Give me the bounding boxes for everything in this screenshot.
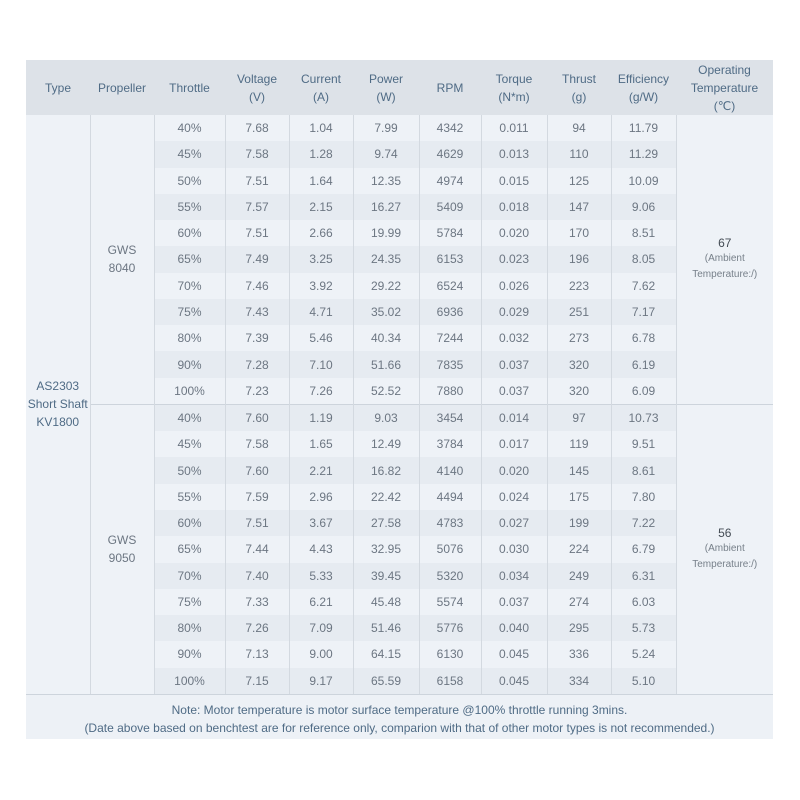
- thrust-cell: 170: [547, 220, 611, 246]
- torque-cell: 0.011: [481, 115, 547, 141]
- voltage-cell: 7.58: [225, 141, 289, 167]
- voltage-cell: 7.28: [225, 351, 289, 377]
- header-voltage: Voltage (V): [225, 60, 289, 115]
- efficiency-cell: 7.80: [611, 484, 676, 510]
- torque-cell: 0.045: [481, 668, 547, 694]
- current-cell: 1.28: [289, 141, 353, 167]
- thrust-cell: 320: [547, 351, 611, 377]
- header-row: [26, 60, 773, 115]
- rpm-cell: 5574: [419, 589, 481, 615]
- voltage-cell: 7.51: [225, 220, 289, 246]
- current-cell: 9.00: [289, 641, 353, 667]
- thrust-cell: 110: [547, 141, 611, 167]
- throttle-cell: 55%: [154, 484, 225, 510]
- thrust-cell: 274: [547, 589, 611, 615]
- current-cell: 2.96: [289, 484, 353, 510]
- efficiency-cell: 5.10: [611, 668, 676, 694]
- efficiency-cell: 8.61: [611, 457, 676, 483]
- operating-temperature-cell: [676, 115, 773, 404]
- power-cell: 12.49: [353, 431, 419, 457]
- throttle-cell: 60%: [154, 510, 225, 536]
- voltage-cell: 7.23: [225, 378, 289, 405]
- temperature-value: 56: [718, 526, 732, 541]
- current-cell: 7.09: [289, 615, 353, 641]
- voltage-cell: 7.59: [225, 484, 289, 510]
- throttle-cell: 90%: [154, 351, 225, 377]
- thrust-cell: 334: [547, 668, 611, 694]
- voltage-cell: 7.15: [225, 668, 289, 694]
- motor-type-line: KV1800: [36, 415, 80, 430]
- ambient-temperature-note: (Ambient: [704, 543, 745, 555]
- efficiency-cell: 10.73: [611, 404, 676, 431]
- rpm-cell: 5409: [419, 194, 481, 220]
- efficiency-cell: 9.51: [611, 431, 676, 457]
- torque-cell: 0.030: [481, 536, 547, 562]
- throttle-cell: 90%: [154, 641, 225, 667]
- voltage-cell: 7.49: [225, 246, 289, 272]
- power-cell: 35.02: [353, 299, 419, 325]
- rpm-cell: 5776: [419, 615, 481, 641]
- current-cell: 2.15: [289, 194, 353, 220]
- rpm-cell: 4494: [419, 484, 481, 510]
- motor-type-line: AS2303: [36, 379, 80, 394]
- efficiency-cell: 8.51: [611, 220, 676, 246]
- power-cell: 45.48: [353, 589, 419, 615]
- motor-type-line: Short Shaft: [27, 397, 88, 412]
- torque-cell: 0.034: [481, 563, 547, 589]
- voltage-cell: 7.43: [225, 299, 289, 325]
- thrust-cell: 223: [547, 273, 611, 299]
- torque-cell: 0.020: [481, 457, 547, 483]
- power-cell: 51.66: [353, 351, 419, 377]
- efficiency-cell: 5.24: [611, 641, 676, 667]
- operating-temperature-cell: [676, 404, 773, 693]
- rpm-cell: 4783: [419, 510, 481, 536]
- efficiency-cell: 7.62: [611, 273, 676, 299]
- power-cell: 40.34: [353, 325, 419, 351]
- current-cell: 9.17: [289, 668, 353, 694]
- torque-cell: 0.023: [481, 246, 547, 272]
- ambient-temperature-note: Temperature:/): [692, 559, 758, 571]
- torque-cell: 0.045: [481, 641, 547, 667]
- thrust-cell: 145: [547, 457, 611, 483]
- motor-test-table: [26, 60, 773, 694]
- torque-cell: 0.029: [481, 299, 547, 325]
- throttle-cell: 75%: [154, 589, 225, 615]
- power-cell: 27.58: [353, 510, 419, 536]
- propeller-cell: [90, 404, 154, 693]
- throttle-cell: 100%: [154, 378, 225, 405]
- thrust-cell: 196: [547, 246, 611, 272]
- thrust-cell: 249: [547, 563, 611, 589]
- efficiency-cell: 6.78: [611, 325, 676, 351]
- power-cell: 24.35: [353, 246, 419, 272]
- ambient-temperature-note: Temperature:/): [692, 269, 758, 281]
- header-rpm: RPM: [419, 60, 481, 115]
- current-cell: 7.26: [289, 378, 353, 405]
- power-cell: 16.27: [353, 194, 419, 220]
- header-current: Current (A): [289, 60, 353, 115]
- current-cell: 1.64: [289, 168, 353, 194]
- power-cell: 29.22: [353, 273, 419, 299]
- throttle-cell: 70%: [154, 563, 225, 589]
- thrust-cell: 273: [547, 325, 611, 351]
- header-torque: Torque (N*m): [481, 60, 547, 115]
- current-cell: 5.46: [289, 325, 353, 351]
- thrust-cell: 295: [547, 615, 611, 641]
- voltage-cell: 7.40: [225, 563, 289, 589]
- table-footer-note: [26, 694, 773, 739]
- motor-test-table-container: [26, 60, 773, 739]
- torque-cell: 0.017: [481, 431, 547, 457]
- rpm-cell: 6936: [419, 299, 481, 325]
- efficiency-cell: 6.09: [611, 378, 676, 405]
- rpm-cell: 4974: [419, 168, 481, 194]
- throttle-cell: 80%: [154, 325, 225, 351]
- rpm-cell: 6158: [419, 668, 481, 694]
- throttle-cell: 45%: [154, 431, 225, 457]
- power-cell: 22.42: [353, 484, 419, 510]
- voltage-cell: 7.13: [225, 641, 289, 667]
- motor-type-cell: [26, 115, 90, 694]
- efficiency-cell: 6.19: [611, 351, 676, 377]
- throttle-cell: 50%: [154, 457, 225, 483]
- thrust-cell: 320: [547, 378, 611, 405]
- current-cell: 1.65: [289, 431, 353, 457]
- voltage-cell: 7.51: [225, 510, 289, 536]
- voltage-cell: 7.33: [225, 589, 289, 615]
- torque-cell: 0.018: [481, 194, 547, 220]
- header-throttle: Throttle: [154, 60, 225, 115]
- power-cell: 12.35: [353, 168, 419, 194]
- current-cell: 7.10: [289, 351, 353, 377]
- torque-cell: 0.040: [481, 615, 547, 641]
- torque-cell: 0.026: [481, 273, 547, 299]
- throttle-cell: 45%: [154, 141, 225, 167]
- power-cell: 39.45: [353, 563, 419, 589]
- current-cell: 4.43: [289, 536, 353, 562]
- power-cell: 52.52: [353, 378, 419, 405]
- header-power: Power (W): [353, 60, 419, 115]
- efficiency-cell: 6.03: [611, 589, 676, 615]
- efficiency-cell: 6.31: [611, 563, 676, 589]
- thrust-cell: 336: [547, 641, 611, 667]
- efficiency-cell: 8.05: [611, 246, 676, 272]
- voltage-cell: 7.44: [225, 536, 289, 562]
- propeller-line: GWS: [107, 533, 137, 548]
- propeller-line: GWS: [107, 243, 137, 258]
- power-cell: 19.99: [353, 220, 419, 246]
- thrust-cell: 119: [547, 431, 611, 457]
- thrust-cell: 251: [547, 299, 611, 325]
- current-cell: 4.71: [289, 299, 353, 325]
- throttle-cell: 75%: [154, 299, 225, 325]
- torque-cell: 0.037: [481, 351, 547, 377]
- efficiency-cell: 7.22: [611, 510, 676, 536]
- rpm-cell: 3784: [419, 431, 481, 457]
- power-cell: 64.15: [353, 641, 419, 667]
- torque-cell: 0.013: [481, 141, 547, 167]
- propeller-cell: [90, 115, 154, 404]
- throttle-cell: 70%: [154, 273, 225, 299]
- torque-cell: 0.015: [481, 168, 547, 194]
- throttle-cell: 40%: [154, 404, 225, 431]
- voltage-cell: 7.60: [225, 404, 289, 431]
- current-cell: 3.92: [289, 273, 353, 299]
- current-cell: 1.19: [289, 404, 353, 431]
- table-body: [26, 115, 773, 694]
- rpm-cell: 3454: [419, 404, 481, 431]
- rpm-cell: 7244: [419, 325, 481, 351]
- header-thrust: Thrust (g): [547, 60, 611, 115]
- torque-cell: 0.024: [481, 484, 547, 510]
- table-row: [26, 115, 773, 141]
- header-propeller: Propeller: [90, 60, 154, 115]
- temperature-value: 67: [718, 236, 732, 251]
- throttle-cell: 60%: [154, 220, 225, 246]
- rpm-cell: 6153: [419, 246, 481, 272]
- rpm-cell: 7835: [419, 351, 481, 377]
- rpm-cell: 5784: [419, 220, 481, 246]
- efficiency-cell: 6.79: [611, 536, 676, 562]
- torque-cell: 0.037: [481, 589, 547, 615]
- rpm-cell: 4140: [419, 457, 481, 483]
- thrust-cell: 199: [547, 510, 611, 536]
- footer-note: Note: Motor temperature is motor surface temperature @100% throttle running 3mins.: [171, 702, 628, 717]
- throttle-cell: 100%: [154, 668, 225, 694]
- thrust-cell: 97: [547, 404, 611, 431]
- throttle-cell: 55%: [154, 194, 225, 220]
- voltage-cell: 7.58: [225, 431, 289, 457]
- efficiency-cell: 5.73: [611, 615, 676, 641]
- efficiency-cell: 10.09: [611, 168, 676, 194]
- rpm-cell: 4342: [419, 115, 481, 141]
- thrust-cell: 175: [547, 484, 611, 510]
- torque-cell: 0.020: [481, 220, 547, 246]
- current-cell: 2.21: [289, 457, 353, 483]
- header-temperature: Operating Temperature (℃): [676, 60, 773, 115]
- thrust-cell: 147: [547, 194, 611, 220]
- power-cell: 7.99: [353, 115, 419, 141]
- propeller-line: 8040: [108, 261, 136, 276]
- rpm-cell: 4629: [419, 141, 481, 167]
- throttle-cell: 50%: [154, 168, 225, 194]
- torque-cell: 0.027: [481, 510, 547, 536]
- current-cell: 6.21: [289, 589, 353, 615]
- torque-cell: 0.014: [481, 404, 547, 431]
- propeller-line: 9050: [108, 551, 136, 566]
- current-cell: 1.04: [289, 115, 353, 141]
- table-row: [26, 404, 773, 431]
- throttle-cell: 65%: [154, 246, 225, 272]
- ambient-temperature-note: (Ambient: [704, 253, 745, 265]
- voltage-cell: 7.57: [225, 194, 289, 220]
- efficiency-cell: 9.06: [611, 194, 676, 220]
- current-cell: 3.67: [289, 510, 353, 536]
- power-cell: 65.59: [353, 668, 419, 694]
- voltage-cell: 7.68: [225, 115, 289, 141]
- header-type: Type: [26, 60, 90, 115]
- throttle-cell: 65%: [154, 536, 225, 562]
- rpm-cell: 5076: [419, 536, 481, 562]
- power-cell: 9.03: [353, 404, 419, 431]
- efficiency-cell: 11.29: [611, 141, 676, 167]
- voltage-cell: 7.46: [225, 273, 289, 299]
- current-cell: 5.33: [289, 563, 353, 589]
- footer-disclaimer: (Date above based on benchtest are for reference only, comparion with that of other motor types is not recommended.): [84, 720, 715, 735]
- thrust-cell: 94: [547, 115, 611, 141]
- torque-cell: 0.032: [481, 325, 547, 351]
- voltage-cell: 7.51: [225, 168, 289, 194]
- thrust-cell: 125: [547, 168, 611, 194]
- voltage-cell: 7.60: [225, 457, 289, 483]
- power-cell: 51.46: [353, 615, 419, 641]
- rpm-cell: 6130: [419, 641, 481, 667]
- throttle-cell: 80%: [154, 615, 225, 641]
- header-efficiency: Efficiency (g/W): [611, 60, 676, 115]
- torque-cell: 0.037: [481, 378, 547, 405]
- voltage-cell: 7.39: [225, 325, 289, 351]
- power-cell: 16.82: [353, 457, 419, 483]
- power-cell: 9.74: [353, 141, 419, 167]
- thrust-cell: 224: [547, 536, 611, 562]
- current-cell: 3.25: [289, 246, 353, 272]
- current-cell: 2.66: [289, 220, 353, 246]
- throttle-cell: 40%: [154, 115, 225, 141]
- rpm-cell: 7880: [419, 378, 481, 405]
- efficiency-cell: 7.17: [611, 299, 676, 325]
- rpm-cell: 5320: [419, 563, 481, 589]
- power-cell: 32.95: [353, 536, 419, 562]
- voltage-cell: 7.26: [225, 615, 289, 641]
- efficiency-cell: 11.79: [611, 115, 676, 141]
- rpm-cell: 6524: [419, 273, 481, 299]
